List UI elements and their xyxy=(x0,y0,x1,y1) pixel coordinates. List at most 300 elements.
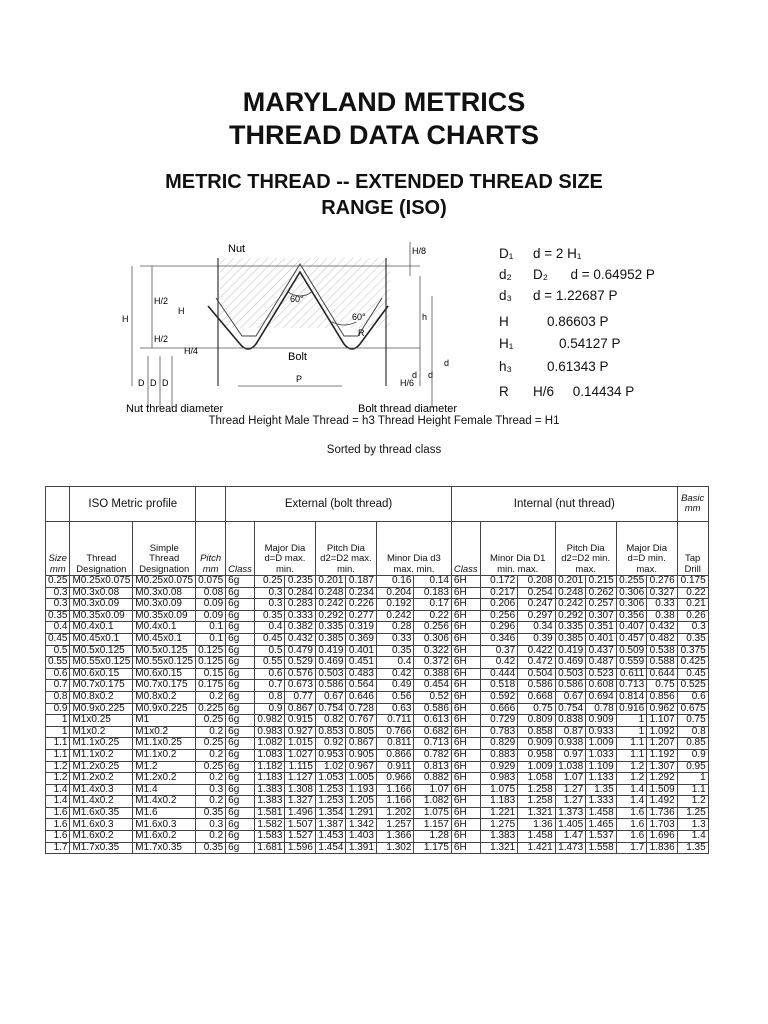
table-cell: 0.25 xyxy=(254,576,285,588)
table-cell: M0.25x0.075 xyxy=(70,576,133,588)
table-cell: 0.306 xyxy=(414,633,452,645)
table-cell: 0.5 xyxy=(46,645,70,657)
table-cell: 0.75 xyxy=(518,703,556,715)
table-cell: 6g xyxy=(226,761,255,773)
table-cell: M0.3x0.08 xyxy=(70,587,133,599)
table-row xyxy=(46,576,709,588)
table-cell: 6H xyxy=(451,749,480,761)
formula-expression: 0.86603 P xyxy=(547,314,609,329)
table-cell: 0.33 xyxy=(376,633,414,645)
table-cell: 0.6 xyxy=(254,668,285,680)
table-cell: 1.4 xyxy=(616,796,647,808)
table-cell: 1.07 xyxy=(555,773,586,785)
formula-row xyxy=(499,267,655,287)
formula-row xyxy=(499,336,621,356)
table-cell: 0.292 xyxy=(315,610,346,622)
table-cell: 0.805 xyxy=(346,726,377,738)
table-row xyxy=(46,773,709,785)
table-cell: 6g xyxy=(226,738,255,750)
table-cell: 6H xyxy=(451,761,480,773)
label-H1: H xyxy=(178,306,185,316)
table-row xyxy=(46,691,709,703)
table-cell: M0.4x0.1 xyxy=(133,622,196,634)
table-cell: 0.483 xyxy=(346,668,377,680)
table-cell: 1.387 xyxy=(315,819,346,831)
table-cell: 0.673 xyxy=(285,680,316,692)
table-cell: 1.421 xyxy=(518,842,556,854)
table-cell: 0.3 xyxy=(677,622,708,634)
table-cell: 0.2 xyxy=(196,726,226,738)
table-cell: 0.306 xyxy=(616,599,647,611)
table-cell: 1 xyxy=(677,773,708,785)
table-cell: 1.2 xyxy=(46,761,70,773)
table-cell: 1.058 xyxy=(518,773,556,785)
formula-symbol: H₁ xyxy=(499,336,514,351)
table-cell: 6g xyxy=(226,657,255,669)
table-cell: 6g xyxy=(226,703,255,715)
table-cell: 6g xyxy=(226,807,255,819)
table-cell: 1.005 xyxy=(346,773,377,785)
formula-row xyxy=(499,246,581,266)
table-cell: 1.075 xyxy=(480,784,518,796)
table-cell: M1.2x0.25 xyxy=(70,761,133,773)
table-cell: 0.25 xyxy=(46,576,70,588)
table-cell: 6H xyxy=(451,738,480,750)
table-cell: 0.525 xyxy=(677,680,708,692)
table-cell: 6g xyxy=(226,749,255,761)
table-cell: M1 xyxy=(133,715,196,727)
table-cell: 0.234 xyxy=(346,587,377,599)
table-cell: 0.694 xyxy=(586,691,617,703)
label-D: D xyxy=(138,378,145,388)
external-group-header: External (bolt thread) xyxy=(226,487,452,522)
table-cell: M1.6 xyxy=(133,807,196,819)
table-cell: 1.458 xyxy=(518,831,556,843)
table-cell: 0.2 xyxy=(196,831,226,843)
table-cell: M1x0.25 xyxy=(70,715,133,727)
formula-expression: 0.54127 P xyxy=(559,336,621,351)
table-cell: M1.6x0.35 xyxy=(70,807,133,819)
table-cell: 1.205 xyxy=(346,796,377,808)
table-row xyxy=(46,680,709,692)
table-cell: M0.4x0.1 xyxy=(70,622,133,634)
table-cell: 1.258 xyxy=(518,796,556,808)
table-cell: 6g xyxy=(226,842,255,854)
table-cell: 6H xyxy=(451,680,480,692)
table-cell: 1.582 xyxy=(254,819,285,831)
table-cell: 1.192 xyxy=(647,749,678,761)
table-cell: 6H xyxy=(451,587,480,599)
table-cell: 1.509 xyxy=(647,784,678,796)
table-cell: 0.45 xyxy=(46,633,70,645)
table-cell: 0.882 xyxy=(414,773,452,785)
table-cell: 0.204 xyxy=(376,587,414,599)
col-header-pitch: Pitch mm xyxy=(196,522,226,576)
table-cell: 0.35 xyxy=(46,610,70,622)
table-cell: 0.983 xyxy=(480,773,518,785)
col-header-size: Size mm xyxy=(46,522,70,576)
table-cell: 0.8 xyxy=(46,691,70,703)
table-cell: 1.4 xyxy=(46,796,70,808)
table-cell: 0.401 xyxy=(346,645,377,657)
table-cell: 1.2 xyxy=(616,773,647,785)
table-cell: 0.183 xyxy=(414,587,452,599)
table-row xyxy=(46,726,709,738)
table-cell: 1.454 xyxy=(315,842,346,854)
table-cell: 0.17 xyxy=(414,599,452,611)
table-cell: 0.422 xyxy=(518,645,556,657)
formula-expression: d = 2 H₁ xyxy=(533,246,582,261)
table-cell: 6H xyxy=(451,773,480,785)
table-cell: 1.6 xyxy=(616,819,647,831)
table-cell: 1.507 xyxy=(285,819,316,831)
table-cell: 0.613 xyxy=(414,715,452,727)
table-cell: 0.63 xyxy=(376,703,414,715)
table-cell: 1.696 xyxy=(647,831,678,843)
table-row xyxy=(46,831,709,843)
table-cell: 0.37 xyxy=(480,645,518,657)
table-cell: 1.383 xyxy=(480,831,518,843)
table-cell: 1.35 xyxy=(586,784,617,796)
table-cell: 1.4 xyxy=(46,784,70,796)
table-cell: 0.55 xyxy=(46,657,70,669)
table-cell: M0.7x0.175 xyxy=(70,680,133,692)
table-cell: 1.092 xyxy=(647,726,678,738)
table-cell: 0.262 xyxy=(586,587,617,599)
table-row xyxy=(46,784,709,796)
table-cell: 1.1 xyxy=(46,749,70,761)
table-cell: 1.35 xyxy=(677,842,708,854)
table-cell: M1.2x0.2 xyxy=(133,773,196,785)
table-row xyxy=(46,761,709,773)
table-cell: 0.867 xyxy=(346,738,377,750)
table-cell: 0.16 xyxy=(376,576,414,588)
formula-symbol: D₁ xyxy=(499,246,514,261)
table-cell: 0.26 xyxy=(677,610,708,622)
table-cell: 0.982 xyxy=(254,715,285,727)
table-cell: 0.6 xyxy=(677,691,708,703)
table-cell: 1.492 xyxy=(647,796,678,808)
table-cell: 0.327 xyxy=(647,587,678,599)
label-H: H xyxy=(122,314,129,324)
table-cell: 0.22 xyxy=(414,610,452,622)
table-cell: 0.444 xyxy=(480,668,518,680)
table-cell: 1.465 xyxy=(586,819,617,831)
table-row xyxy=(46,842,709,854)
table-cell: 6g xyxy=(226,715,255,727)
table-cell: 0.713 xyxy=(414,738,452,750)
table-cell: 0.78 xyxy=(586,703,617,715)
table-cell: 1.28 xyxy=(414,831,452,843)
table-cell: 6g xyxy=(226,633,255,645)
table-cell: 0.277 xyxy=(346,610,377,622)
formula-symbol: H xyxy=(499,314,509,329)
table-cell: 0.235 xyxy=(285,576,316,588)
table-cell: M0.55x0.125 xyxy=(70,657,133,669)
table-cell: 1.082 xyxy=(414,796,452,808)
table-cell: 1.596 xyxy=(285,842,316,854)
table-row xyxy=(46,715,709,727)
table-cell: 6H xyxy=(451,599,480,611)
table-cell: 6H xyxy=(451,842,480,854)
table-cell: 0.668 xyxy=(518,691,556,703)
table-cell: M1.1x0.2 xyxy=(133,749,196,761)
table-cell: 0.586 xyxy=(315,680,346,692)
table-cell: 0.9 xyxy=(254,703,285,715)
table-cell: 0.576 xyxy=(285,668,316,680)
table-cell: 0.472 xyxy=(518,657,556,669)
table-cell: 0.608 xyxy=(586,680,617,692)
table-cell: 0.77 xyxy=(285,691,316,703)
sorted-note: Sorted by thread class xyxy=(326,444,442,456)
table-cell: 1.6 xyxy=(616,807,647,819)
page-subtitle-line2: RANGE (ISO) xyxy=(321,197,447,219)
table-cell: 0.09 xyxy=(196,610,226,622)
table-cell: 1.581 xyxy=(254,807,285,819)
table-cell: 6H xyxy=(451,819,480,831)
table-cell: 0.538 xyxy=(647,645,678,657)
table-cell: 1.1 xyxy=(616,738,647,750)
table-cell: 1.373 xyxy=(555,807,586,819)
table-cell: M1.4x0.3 xyxy=(70,784,133,796)
table-cell: 0.388 xyxy=(414,668,452,680)
table-cell: 6g xyxy=(226,796,255,808)
angle-label-right: 60° xyxy=(352,312,366,322)
table-cell: 1.115 xyxy=(285,761,316,773)
table-cell: 1.253 xyxy=(315,796,346,808)
table-cell: 1.6 xyxy=(46,819,70,831)
table-cell: 1.4 xyxy=(677,831,708,843)
table-cell: 0.225 xyxy=(196,703,226,715)
table-cell: 0.242 xyxy=(555,599,586,611)
table-cell: 1.537 xyxy=(586,831,617,843)
table-cell: 1.193 xyxy=(346,784,377,796)
table-cell: 0.256 xyxy=(414,622,452,634)
table-cell: 6g xyxy=(226,576,255,588)
table-cell: 1.1 xyxy=(677,784,708,796)
table-cell: 0.8 xyxy=(677,726,708,738)
table-cell: 6g xyxy=(226,691,255,703)
table-cell: 0.075 xyxy=(196,576,226,588)
table-cell: 0.711 xyxy=(376,715,414,727)
table-cell: 0.85 xyxy=(677,738,708,750)
table-cell: M0.45x0.1 xyxy=(133,633,196,645)
table-cell: 1.258 xyxy=(518,784,556,796)
table-cell: 0.783 xyxy=(480,726,518,738)
table-row xyxy=(46,807,709,819)
table-cell: 1.2 xyxy=(616,761,647,773)
table-cell: 0.523 xyxy=(586,668,617,680)
table-cell: M0.55x0.125 xyxy=(133,657,196,669)
table-cell: M0.3x0.09 xyxy=(70,599,133,611)
thread-data-table xyxy=(45,486,709,854)
table-cell: 0.125 xyxy=(196,645,226,657)
table-cell: M0.5x0.125 xyxy=(133,645,196,657)
table-cell: 0.296 xyxy=(480,622,518,634)
table-cell: 0.3 xyxy=(196,819,226,831)
col-header-pitch-int: Pitch Dia d2=D2 min. max. xyxy=(555,522,616,576)
table-cell: M1.7x0.35 xyxy=(70,842,133,854)
table-cell: 1.157 xyxy=(414,819,452,831)
table-cell: 0.292 xyxy=(555,610,586,622)
table-cell: 1.1 xyxy=(616,749,647,761)
table-cell: 6H xyxy=(451,691,480,703)
table-cell: 0.858 xyxy=(518,726,556,738)
table-cell: 0.3 xyxy=(196,784,226,796)
table-cell: 0.335 xyxy=(315,622,346,634)
table-cell: 0.45 xyxy=(677,668,708,680)
formula-row xyxy=(499,384,634,404)
table-cell: M1.4x0.2 xyxy=(133,796,196,808)
table-cell: 0.42 xyxy=(480,657,518,669)
label-P: P xyxy=(296,374,303,384)
table-row xyxy=(46,622,709,634)
table-cell: 1.6 xyxy=(46,831,70,843)
table-cell: 0.754 xyxy=(555,703,586,715)
table-cell: 0.811 xyxy=(376,738,414,750)
table-cell: 1.836 xyxy=(647,842,678,854)
table-cell: 0.675 xyxy=(677,703,708,715)
table-cell: 0.586 xyxy=(414,703,452,715)
table-cell: 0.25 xyxy=(196,761,226,773)
table-cell: M1.6x0.2 xyxy=(133,831,196,843)
table-cell: M1.2x0.2 xyxy=(70,773,133,785)
col-header-class-int: Class xyxy=(451,522,480,576)
table-row xyxy=(46,749,709,761)
profile-group-header: ISO Metric profile xyxy=(70,487,196,522)
table-cell: M0.6x0.15 xyxy=(70,668,133,680)
blank-header-cell xyxy=(196,487,226,522)
formula-row xyxy=(499,314,609,334)
formula-symbol: h₃ xyxy=(499,359,513,374)
table-cell: 0.95 xyxy=(677,761,708,773)
table-row xyxy=(46,738,709,750)
table-cell: 6H xyxy=(451,610,480,622)
table-cell: M1.4x0.2 xyxy=(70,796,133,808)
table-cell: 6g xyxy=(226,726,255,738)
table-cell: 0.6 xyxy=(46,668,70,680)
table-cell: 1.27 xyxy=(555,784,586,796)
table-cell: 1.527 xyxy=(285,831,316,843)
table-cell: 0.592 xyxy=(480,691,518,703)
table-cell: 1.327 xyxy=(285,796,316,808)
table-cell: 1.253 xyxy=(315,784,346,796)
table-cell: 6g xyxy=(226,622,255,634)
label-R: R xyxy=(358,328,365,338)
table-cell: M1.6x0.2 xyxy=(70,831,133,843)
table-cell: 0.905 xyxy=(346,749,377,761)
table-cell: 0.503 xyxy=(555,668,586,680)
table-cell: 1.47 xyxy=(555,831,586,843)
table-cell: 0.175 xyxy=(677,576,708,588)
label-H4: H/4 xyxy=(184,346,199,356)
table-cell: 0.9 xyxy=(677,749,708,761)
table-cell: M0.25x0.075 xyxy=(133,576,196,588)
table-cell: 6H xyxy=(451,633,480,645)
table-cell: 0.933 xyxy=(586,726,617,738)
table-cell: M1.7x0.35 xyxy=(133,842,196,854)
table-cell: 0.958 xyxy=(518,749,556,761)
table-cell: 6H xyxy=(451,703,480,715)
table-cell: 0.217 xyxy=(480,587,518,599)
table-cell: 0.509 xyxy=(616,645,647,657)
table-cell: 0.666 xyxy=(480,703,518,715)
table-cell: 1.558 xyxy=(586,842,617,854)
table-cell: 1 xyxy=(616,715,647,727)
table-cell: 1.2 xyxy=(46,773,70,785)
table-cell: 1.681 xyxy=(254,842,285,854)
table-cell: 0.55 xyxy=(254,657,285,669)
table-cell: 0.564 xyxy=(346,680,377,692)
table-cell: 0.967 xyxy=(346,761,377,773)
table-cell: 0.401 xyxy=(586,633,617,645)
table-cell: M0.6x0.15 xyxy=(133,668,196,680)
table-cell: 1.075 xyxy=(414,807,452,819)
table-cell: 0.35 xyxy=(254,610,285,622)
table-cell: 0.419 xyxy=(555,645,586,657)
table-cell: M1.2 xyxy=(133,761,196,773)
table-cell: 6g xyxy=(226,668,255,680)
table-cell: 0.3 xyxy=(46,587,70,599)
table-cell: 0.297 xyxy=(518,610,556,622)
table-cell: 6H xyxy=(451,622,480,634)
table-cell: 1.038 xyxy=(555,761,586,773)
table-cell: 0.437 xyxy=(586,645,617,657)
table-cell: 1.405 xyxy=(555,819,586,831)
table-cell: 0.208 xyxy=(518,576,556,588)
table-cell: 0.346 xyxy=(480,633,518,645)
thread-height-caption: Thread Height Male Thread = h3 Thread Height Female Thread = H1 xyxy=(208,415,560,427)
table-cell: 6g xyxy=(226,784,255,796)
table-cell: 1 xyxy=(616,726,647,738)
table-cell: 0.2 xyxy=(196,749,226,761)
label-d2: d xyxy=(412,370,418,380)
table-cell: 0.09 xyxy=(196,599,226,611)
table-cell: 0.682 xyxy=(414,726,452,738)
table-cell: 0.1 xyxy=(196,633,226,645)
table-cell: 0.15 xyxy=(196,668,226,680)
col-header-thread: Thread Designation xyxy=(70,522,133,576)
table-row xyxy=(46,796,709,808)
table-cell: 0.28 xyxy=(376,622,414,634)
table-cell: 6H xyxy=(451,831,480,843)
table-cell: 6g xyxy=(226,680,255,692)
table-cell: 0.125 xyxy=(196,657,226,669)
table-cell: 0.7 xyxy=(46,680,70,692)
table-cell: 1.292 xyxy=(647,773,678,785)
table-cell: 0.867 xyxy=(285,703,316,715)
table-cell: 0.586 xyxy=(555,680,586,692)
table-row xyxy=(46,610,709,622)
table-cell: M1.4 xyxy=(133,784,196,796)
basic-group-header: Basic mm xyxy=(677,487,708,522)
table-cell: 0.7 xyxy=(254,680,285,692)
table-cell: 0.2 xyxy=(196,691,226,703)
table-cell: 0.559 xyxy=(616,657,647,669)
table-cell: M1.1x0.25 xyxy=(70,738,133,750)
table-cell: 0.5 xyxy=(254,645,285,657)
table-row xyxy=(46,599,709,611)
table-cell: 1.3 xyxy=(677,819,708,831)
table-row xyxy=(46,819,709,831)
table-cell: 1.027 xyxy=(285,749,316,761)
formula-symbol: R xyxy=(499,384,509,399)
table-cell: 0.242 xyxy=(315,599,346,611)
table-cell: 1.166 xyxy=(376,784,414,796)
table-cell: M0.8x0.2 xyxy=(70,691,133,703)
table-cell: 0.909 xyxy=(518,738,556,750)
table-cell: 1.583 xyxy=(254,831,285,843)
